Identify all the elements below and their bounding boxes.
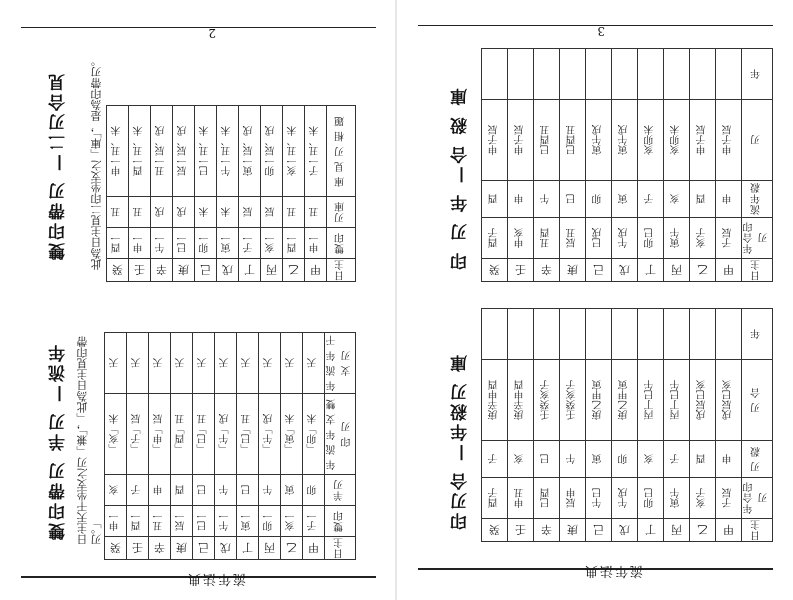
page-number: 2 (208, 26, 216, 40)
table-cell: 丑酉 (534, 218, 560, 259)
table-cell: 申 (149, 475, 171, 506)
table-cell: 乙 (690, 519, 716, 542)
table-cell: 寅午戌 (612, 100, 638, 181)
table-cell: 丁 (638, 519, 664, 542)
table-cell (586, 49, 612, 100)
table-header-cell: 年合印刃 (742, 218, 773, 259)
section-heading: 印 刃 年 —合 殺 庫 (451, 85, 471, 270)
table-cell: 酉一 (107, 228, 129, 259)
table-cell: 壬 (508, 519, 534, 542)
table-cell: 亥 (508, 441, 534, 478)
table-cell: 子 (482, 441, 508, 478)
table-cell: 壬 (127, 537, 149, 560)
table-cell: 亥 (638, 441, 664, 478)
table-cell: 「巳」丑 (237, 394, 259, 475)
table-cell: 亥子 (690, 218, 716, 259)
table-cell: 寅 (281, 475, 303, 506)
table-header-cell: 日主 (325, 537, 356, 560)
table-row (482, 478, 773, 519)
table-cell: 甲 (305, 259, 327, 282)
table-cell: 戌辰巳亥 (716, 360, 742, 441)
table-cell: 卯 (303, 475, 325, 506)
table-row (482, 49, 773, 100)
table-cell: 天 (259, 333, 281, 394)
table-cell (534, 309, 560, 360)
table-cell: 巳一 (173, 228, 195, 259)
table-cell: 壬癸亥子 (560, 360, 586, 441)
table-cell: 丙 (261, 259, 283, 282)
table-cell: 乙 (281, 537, 303, 560)
table-cell: 辰 (261, 197, 283, 228)
table-cell: 天 (127, 333, 149, 394)
table-cell (534, 49, 560, 100)
table-cell: 子 (664, 441, 690, 478)
table-cell: 巳 (237, 475, 259, 506)
table-header-cell: 雙印 (325, 506, 356, 537)
table-cell (664, 49, 690, 100)
table-cell: 天 (149, 333, 171, 394)
table-cell: 戊 (215, 537, 237, 560)
table-row (107, 259, 356, 282)
table-header-cell: 刃 (742, 100, 773, 181)
table-cell: 天 (193, 333, 215, 394)
table-cell (560, 49, 586, 100)
table-cell: 巳戌 (586, 218, 612, 259)
table-cell: 子 (127, 475, 149, 506)
table-cell: 午一丑、未 (217, 106, 239, 197)
footer-title: 流年法典 (185, 571, 246, 586)
table-cell: 寅一辰、戌 (239, 106, 261, 197)
table-cell: 卯一辰、戌 (261, 106, 283, 197)
table-cell (560, 309, 586, 360)
table-cell: 丙 (664, 259, 690, 282)
table-cell: 庚辛申酉 (508, 360, 534, 441)
table-cell (482, 49, 508, 100)
table-cell: 戊 (217, 259, 239, 282)
table-cell: 戌 (151, 197, 173, 228)
table-cell: 卯 (586, 181, 612, 218)
table-cell: 卯巳 (638, 478, 664, 519)
table-cell: 戊 (612, 259, 638, 282)
table-header-cell: 刃 合 (742, 360, 773, 441)
table-header-cell: 年 流 年 干 支 刃 (325, 333, 356, 394)
table-cell: 癸 (105, 537, 127, 560)
section-note: 此為日主見二印坐支之「庫」，是為印帶刃。 (90, 55, 103, 270)
table-cell: 辛 (151, 259, 173, 282)
table-cell: 午 (560, 441, 586, 478)
table-cell: 丙丁巳午 (638, 360, 664, 441)
table-header-cell: 流年殺 (742, 181, 773, 218)
table-cell: 子一 (239, 228, 261, 259)
table-cell: 丑 (107, 197, 129, 228)
table-cell: 甲 (716, 519, 742, 542)
table-cell: 午一 (151, 228, 173, 259)
table-cell (716, 49, 742, 100)
table-cell: 子辰 (716, 478, 742, 519)
table-cell: 丁 (239, 259, 261, 282)
table-header-cell: 日主 (742, 519, 773, 542)
table-cell: 巳酉丑 (560, 100, 586, 181)
table-cell: 巳一 (193, 506, 215, 537)
table-cell: 酉 (690, 181, 716, 218)
table-cell: 亥子 (690, 478, 716, 519)
table-cell: 申丑 (508, 478, 534, 519)
table-cell: 丁 (638, 259, 664, 282)
table-cell: 卯一 (259, 506, 281, 537)
table-cell: 壬 (508, 259, 534, 282)
table-cell: 亥一 (261, 228, 283, 259)
table-cell: 未 (217, 197, 239, 228)
table-cell: 酉 (482, 181, 508, 218)
table-row (482, 360, 773, 441)
table-cell: 子辰 (716, 218, 742, 259)
table-cell: 午巳 (586, 478, 612, 519)
table-cell: 申 (716, 441, 742, 478)
table-cell: 「酉」丑 (171, 394, 193, 475)
table-header-cell: 刃 殺 (742, 441, 773, 478)
table-cell: 酉 (171, 475, 193, 506)
table-cell: 天 (215, 333, 237, 394)
table-cell: 酉一丑、未 (129, 106, 151, 197)
table-header-cell: 年合印刃 (742, 478, 773, 519)
table-cell: 寅午 (664, 478, 690, 519)
table-cell: 甲 (716, 259, 742, 282)
table-cell (612, 309, 638, 360)
table-cell: 丑一辰、戌 (151, 106, 173, 197)
table-cell: 壬 (129, 259, 151, 282)
table-cell: 「亥」未 (105, 394, 127, 475)
table-cell (508, 49, 534, 100)
table-cell: 亥卯未 (638, 100, 664, 181)
page-number: 3 (597, 24, 605, 38)
table-cell: 午戌 (612, 478, 638, 519)
table-row (482, 181, 773, 218)
table-cell: 辰 (239, 197, 261, 228)
table-cell: 「寅」未 (281, 394, 303, 475)
table-cell: 庚乙甲寅 (612, 360, 638, 441)
table-cell: 丑 (129, 197, 151, 228)
footer-rule (418, 25, 773, 26)
table-cell: 寅午戌 (586, 100, 612, 181)
table-cell: 午 (534, 181, 560, 218)
table-cell: 申 (716, 181, 742, 218)
table-cell: 己 (586, 259, 612, 282)
table-cell: 亥一 (281, 506, 303, 537)
table-cell: 「午」戌 (215, 394, 237, 475)
table-cell: 寅一 (217, 228, 239, 259)
table-row (482, 309, 773, 360)
table-cell: 申子辰 (716, 100, 742, 181)
table-cell: 卯巳 (638, 218, 664, 259)
left-page (0, 0, 396, 600)
table-cell: 亥 (664, 181, 690, 218)
table-cell: 丙 (259, 537, 281, 560)
section-note: 日主天干坐支之刃「兼」，「此為日主見印帶刃。」 (76, 336, 103, 545)
data-table (481, 48, 773, 282)
table-cell (664, 309, 690, 360)
section-heading: 雙印帶刃 —二刃合見 (49, 71, 69, 260)
table-cell: 戌 (173, 197, 195, 228)
table-row (107, 106, 356, 197)
table-cell (716, 309, 742, 360)
table-cell: 辰申 (560, 478, 586, 519)
table-cell: 巳酉丑 (534, 100, 560, 181)
table-cell: 申一 (305, 228, 327, 259)
data-table (106, 105, 356, 282)
table-cell (638, 309, 664, 360)
table-cell: 天 (171, 333, 193, 394)
table-header-cell: 庫 見 刃 相 題 (327, 106, 356, 197)
table-cell: 子一丑、未 (305, 106, 327, 197)
table-cell: 天 (303, 333, 325, 394)
table-cell: 天 (237, 333, 259, 394)
table-cell: 丑 (283, 197, 305, 228)
table-cell: 酉子 (482, 478, 508, 519)
table-cell: 「申」辰 (149, 394, 171, 475)
table-cell: 寅一 (237, 506, 259, 537)
table-cell: 庚辛申酉 (482, 360, 508, 441)
table-cell: 辛 (534, 259, 560, 282)
table-row (107, 197, 356, 228)
table-header-cell: 羊刃 (325, 475, 356, 506)
table-cell: 午一 (215, 506, 237, 537)
table-cell: 乙 (690, 259, 716, 282)
table-cell: 丑 (305, 197, 327, 228)
table-cell: 壬癸亥子 (534, 360, 560, 441)
table-header-cell: 年 流 年 支 雙 印 刃 (325, 394, 356, 475)
table-cell: 庚 (560, 519, 586, 542)
table-cell: 寅 (612, 181, 638, 218)
table-header-cell: 年 (742, 49, 773, 100)
data-table (481, 308, 773, 542)
table-cell: 酉一 (127, 506, 149, 537)
table-header-cell: 日主 (327, 259, 356, 282)
table-cell: 天 (281, 333, 303, 394)
table-cell: 卯一 (195, 228, 217, 259)
table-cell: 午戌 (612, 218, 638, 259)
table-cell: 申一 (129, 228, 151, 259)
table-cell: 甲 (303, 537, 325, 560)
table-cell: 「午」戌 (259, 394, 281, 475)
table-cell: 午 (215, 475, 237, 506)
table-cell: 天 (105, 333, 127, 394)
table-cell: 「卯」未 (303, 394, 325, 475)
table-cell: 申亥 (508, 218, 534, 259)
table-cell: 丙丁巳午 (664, 360, 690, 441)
table-cell: 丁 (237, 537, 259, 560)
table-cell (508, 309, 534, 360)
table-cell: 丙 (664, 519, 690, 542)
table-cell: 乙 (283, 259, 305, 282)
table-cell: 亥卯未 (664, 100, 690, 181)
table-cell: 戌辰巳亥 (690, 360, 716, 441)
table-cell (690, 309, 716, 360)
table-cell: 申一 (105, 506, 127, 537)
table-cell: 寅 (586, 441, 612, 478)
table-cell: 辰丑 (560, 218, 586, 259)
table-cell: 巳 (534, 441, 560, 478)
table-cell: 卯 (612, 441, 638, 478)
table-cell (638, 49, 664, 100)
table-cell (482, 309, 508, 360)
table-cell: 酉子 (482, 218, 508, 259)
table-row (105, 475, 356, 506)
data-table (104, 332, 356, 560)
table-cell: 辰一 (171, 506, 193, 537)
table-cell: 庚 (173, 259, 195, 282)
table-cell (612, 49, 638, 100)
table-cell: 申子辰 (508, 100, 534, 181)
table-cell: 申一丑、未 (107, 106, 129, 197)
table-cell: 辰一辰、戌 (173, 106, 195, 197)
table-cell: 子一 (303, 506, 325, 537)
table-cell: 己 (193, 537, 215, 560)
table-cell: 巳 (560, 181, 586, 218)
table-cell: 未 (195, 197, 217, 228)
table-cell (690, 49, 716, 100)
table-cell: 「巳」丑 (193, 394, 215, 475)
section-heading: 雙印帶刃 羊刃 —流年 (49, 342, 69, 540)
table-cell: 戊 (612, 519, 638, 542)
table-cell: 酉一 (283, 228, 305, 259)
table-header-cell: 刃庫 (327, 197, 356, 228)
table-row (482, 519, 773, 542)
table-cell: 丑一 (149, 506, 171, 537)
table-cell: 申子辰 (482, 100, 508, 181)
table-row (482, 441, 773, 478)
table-row (107, 228, 356, 259)
table-cell: 午 (259, 475, 281, 506)
table-cell: 庚乙甲寅 (586, 360, 612, 441)
right-page (397, 0, 793, 600)
table-row (105, 394, 356, 475)
table-cell: 寅午 (664, 218, 690, 259)
table-row (482, 259, 773, 282)
table-cell: 申 (508, 181, 534, 218)
table-cell: 巳 (193, 475, 215, 506)
table-cell: 癸 (482, 259, 508, 282)
table-header-cell: 日主 (742, 259, 773, 282)
table-cell: 申子辰 (690, 100, 716, 181)
footer-title: 流年法典 (582, 563, 643, 578)
table-row (482, 218, 773, 259)
table-cell: 巳一丑、未 (195, 106, 217, 197)
table-cell: 巳酉 (534, 478, 560, 519)
section-heading: 印刃合 —年殺刃 庫 (451, 352, 471, 530)
table-cell: 「子」辰 (127, 394, 149, 475)
table-cell: 辛 (149, 537, 171, 560)
footer-rule (21, 27, 376, 28)
table-row (105, 333, 356, 394)
table-cell: 己 (586, 519, 612, 542)
table-cell: 己 (195, 259, 217, 282)
table-cell: 酉 (690, 441, 716, 478)
table-cell: 子 (638, 181, 664, 218)
table-cell: 癸 (107, 259, 129, 282)
table-cell (586, 309, 612, 360)
table-cell: 亥 (105, 475, 127, 506)
table-cell: 庚 (560, 259, 586, 282)
table-cell: 亥一丑、未 (283, 106, 305, 197)
table-header-cell: 雙印 (327, 228, 356, 259)
table-row (482, 100, 773, 181)
table-header-cell: 年 (742, 309, 773, 360)
table-cell: 癸 (482, 519, 508, 542)
table-cell: 庚 (171, 537, 193, 560)
table-row (105, 506, 356, 537)
table-cell: 辛 (534, 519, 560, 542)
table-row (105, 537, 356, 560)
